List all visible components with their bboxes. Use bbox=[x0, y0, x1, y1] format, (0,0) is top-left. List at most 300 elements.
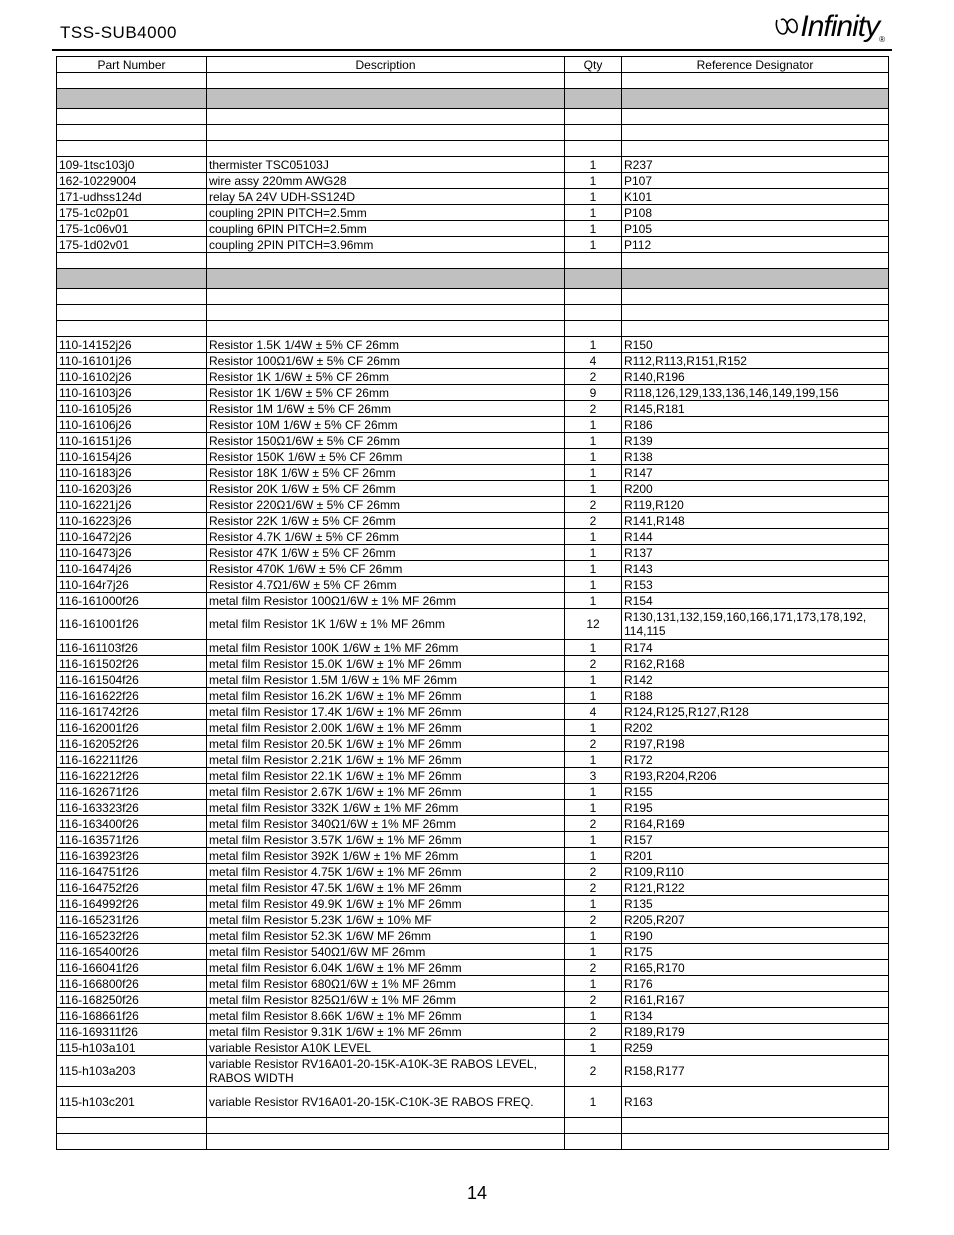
table-row bbox=[57, 353, 889, 369]
reference-designator-cell: R174 bbox=[622, 640, 889, 656]
table-row bbox=[57, 305, 889, 321]
table-row bbox=[57, 736, 889, 752]
table-row bbox=[57, 704, 889, 720]
part-number-cell: 110-16105j26 bbox=[57, 401, 207, 417]
table-row bbox=[57, 109, 889, 125]
reference-designator-cell: R154 bbox=[622, 593, 889, 609]
description-cell: metal film Resistor 100Ω1/6W ± 1% MF 26mm bbox=[207, 593, 565, 609]
table-row bbox=[57, 205, 889, 221]
table-row bbox=[57, 73, 889, 89]
qty-cell: 9 bbox=[565, 385, 622, 401]
description-cell: metal film Resistor 332K 1/6W ± 1% MF 26mm bbox=[207, 800, 565, 816]
part-number-cell: 116-162212f26 bbox=[57, 768, 207, 784]
table-row bbox=[57, 784, 889, 800]
description-cell: metal film Resistor 52.3K 1/6W MF 26mm bbox=[207, 928, 565, 944]
page-header bbox=[56, 10, 892, 50]
qty-cell: 1 bbox=[565, 577, 622, 593]
part-number-cell: 116-162211f26 bbox=[57, 752, 207, 768]
part-number-cell: 116-165400f26 bbox=[57, 944, 207, 960]
reference-designator-cell: R153 bbox=[622, 577, 889, 593]
description-cell: Resistor 20K 1/6W ± 5% CF 26mm bbox=[207, 481, 565, 497]
table-row bbox=[57, 481, 889, 497]
qty-cell: 1 bbox=[565, 205, 622, 221]
reference-designator-cell: R118,126,129,133,136,146,149,199,156 bbox=[622, 385, 889, 401]
header-rule bbox=[52, 49, 892, 51]
description-cell bbox=[207, 109, 565, 125]
reference-designator-cell bbox=[622, 89, 889, 109]
reference-designator-cell: R164,R169 bbox=[622, 816, 889, 832]
description-cell bbox=[207, 1118, 565, 1134]
table-row bbox=[57, 497, 889, 513]
part-number-cell bbox=[57, 89, 207, 109]
table-row bbox=[57, 385, 889, 401]
description-cell: Resistor 150K 1/6W ± 5% CF 26mm bbox=[207, 449, 565, 465]
part-number-cell: 116-166041f26 bbox=[57, 960, 207, 976]
qty-cell: 1 bbox=[565, 221, 622, 237]
table-row bbox=[57, 1118, 889, 1134]
reference-designator-cell: R141,R148 bbox=[622, 513, 889, 529]
table-row bbox=[57, 157, 889, 173]
description-cell bbox=[207, 73, 565, 89]
qty-cell: 1 bbox=[565, 784, 622, 800]
qty-cell bbox=[565, 1118, 622, 1134]
reference-designator-cell bbox=[622, 269, 889, 289]
qty-cell: 1 bbox=[565, 752, 622, 768]
description-cell: coupling 6PIN PITCH=2.5mm bbox=[207, 221, 565, 237]
description-cell: Resistor 1.5K 1/4W ± 5% CF 26mm bbox=[207, 337, 565, 353]
table-row bbox=[57, 545, 889, 561]
reference-designator-cell: R134 bbox=[622, 1008, 889, 1024]
part-number-cell: 116-163323f26 bbox=[57, 800, 207, 816]
description-cell: Resistor 18K 1/6W ± 5% CF 26mm bbox=[207, 465, 565, 481]
reference-designator-cell bbox=[622, 305, 889, 321]
reference-designator-cell: R163 bbox=[622, 1087, 889, 1118]
qty-cell: 1 bbox=[565, 237, 622, 253]
part-number-cell: 116-162001f26 bbox=[57, 720, 207, 736]
description-cell: Resistor 150Ω1/6W ± 5% CF 26mm bbox=[207, 433, 565, 449]
reference-designator-cell: R165,R170 bbox=[622, 960, 889, 976]
part-number-cell: 116-166800f26 bbox=[57, 976, 207, 992]
table-row bbox=[57, 141, 889, 157]
qty-cell: 1 bbox=[565, 529, 622, 545]
reference-designator-cell: P108 bbox=[622, 205, 889, 221]
reference-designator-cell bbox=[622, 289, 889, 305]
table-row bbox=[57, 529, 889, 545]
reference-designator-cell: R188 bbox=[622, 688, 889, 704]
description-cell: metal film Resistor 1.5M 1/6W ± 1% MF 26mm bbox=[207, 672, 565, 688]
section-divider-row bbox=[57, 269, 889, 289]
description-cell: variable Resistor A10K LEVEL bbox=[207, 1040, 565, 1056]
description-cell: Resistor 4.7Ω1/6W ± 5% CF 26mm bbox=[207, 577, 565, 593]
part-number-cell: 110-16183j26 bbox=[57, 465, 207, 481]
part-number-cell: 116-163400f26 bbox=[57, 816, 207, 832]
part-number-cell: 110-16474j26 bbox=[57, 561, 207, 577]
part-number-cell: 116-164752f26 bbox=[57, 880, 207, 896]
table-row bbox=[57, 800, 889, 816]
qty-cell: 2 bbox=[565, 880, 622, 896]
reference-designator-cell bbox=[622, 1118, 889, 1134]
table-row bbox=[57, 880, 889, 896]
description-cell bbox=[207, 305, 565, 321]
part-number-cell: 110-16102j26 bbox=[57, 369, 207, 385]
part-number-cell: 175-1d02v01 bbox=[57, 237, 207, 253]
qty-cell bbox=[565, 253, 622, 269]
part-number-cell: 116-161742f26 bbox=[57, 704, 207, 720]
table-row bbox=[57, 289, 889, 305]
description-cell: metal film Resistor 20.5K 1/6W ± 1% MF 26mm bbox=[207, 736, 565, 752]
part-number-cell: 116-162052f26 bbox=[57, 736, 207, 752]
part-number-cell: 110-16151j26 bbox=[57, 433, 207, 449]
part-number-cell: 175-1c02p01 bbox=[57, 205, 207, 221]
brand-name: Infinity bbox=[800, 10, 880, 43]
description-cell: metal film Resistor 825Ω1/6W ± 1% MF 26mm bbox=[207, 992, 565, 1008]
part-number-cell: 116-163923f26 bbox=[57, 848, 207, 864]
qty-cell: 2 bbox=[565, 656, 622, 672]
part-number-cell: 162-10229004 bbox=[57, 173, 207, 189]
table-row bbox=[57, 864, 889, 880]
qty-cell: 1 bbox=[565, 672, 622, 688]
reference-designator-cell: R143 bbox=[622, 561, 889, 577]
table-header-row bbox=[57, 57, 889, 73]
table-row bbox=[57, 449, 889, 465]
description-cell: metal film Resistor 3.57K 1/6W ± 1% MF 26mm bbox=[207, 832, 565, 848]
description-cell: Resistor 1M 1/6W ± 5% CF 26mm bbox=[207, 401, 565, 417]
qty-cell: 1 bbox=[565, 832, 622, 848]
reference-designator-cell: R259 bbox=[622, 1040, 889, 1056]
table-row bbox=[57, 221, 889, 237]
description-cell: wire assy 220mm AWG28 bbox=[207, 173, 565, 189]
reference-designator-cell bbox=[622, 321, 889, 337]
reference-designator-cell: R162,R168 bbox=[622, 656, 889, 672]
table-row bbox=[57, 237, 889, 253]
reference-designator-cell: R186 bbox=[622, 417, 889, 433]
model-title: TSS-SUB4000 bbox=[60, 23, 177, 42]
description-cell: variable Resistor RV16A01-20-15K-C10K-3E RABOS FREQ. bbox=[207, 1087, 565, 1118]
description-cell: metal film Resistor 340Ω1/6W ± 1% MF 26mm bbox=[207, 816, 565, 832]
qty-cell bbox=[565, 73, 622, 89]
table-row bbox=[57, 960, 889, 976]
table-row bbox=[57, 337, 889, 353]
description-cell: metal film Resistor 8.66K 1/6W ± 1% MF 26mm bbox=[207, 1008, 565, 1024]
reference-designator-cell: R175 bbox=[622, 944, 889, 960]
description-cell: metal film Resistor 2.67K 1/6W ± 1% MF 26mm bbox=[207, 784, 565, 800]
reference-designator-cell: P107 bbox=[622, 173, 889, 189]
description-cell bbox=[207, 125, 565, 141]
part-number-cell bbox=[57, 109, 207, 125]
reference-designator-cell: R205,R207 bbox=[622, 912, 889, 928]
table-row bbox=[57, 609, 889, 640]
part-number-cell bbox=[57, 1134, 207, 1150]
description-cell: metal film Resistor 392K 1/6W ± 1% MF 26mm bbox=[207, 848, 565, 864]
part-number-cell: 115-h103a203 bbox=[57, 1056, 207, 1087]
part-number-cell: 175-1c06v01 bbox=[57, 221, 207, 237]
table-row bbox=[57, 369, 889, 385]
part-number-cell bbox=[57, 141, 207, 157]
page-number: 14 bbox=[466, 1183, 488, 1203]
part-number-cell: 110-16472j26 bbox=[57, 529, 207, 545]
description-cell: metal film Resistor 47.5K 1/6W ± 1% MF 26mm bbox=[207, 880, 565, 896]
table-row bbox=[57, 720, 889, 736]
table-row bbox=[57, 688, 889, 704]
description-cell: Resistor 220Ω1/6W ± 5% CF 26mm bbox=[207, 497, 565, 513]
reference-designator-cell: R124,R125,R127,R128 bbox=[622, 704, 889, 720]
qty-cell: 2 bbox=[565, 497, 622, 513]
qty-cell: 2 bbox=[565, 1056, 622, 1087]
reference-designator-cell: R147 bbox=[622, 465, 889, 481]
reference-designator-cell: R237 bbox=[622, 157, 889, 173]
table-row bbox=[57, 253, 889, 269]
table-row bbox=[57, 768, 889, 784]
qty-cell: 4 bbox=[565, 704, 622, 720]
qty-cell: 2 bbox=[565, 816, 622, 832]
description-cell: coupling 2PIN PITCH=2.5mm bbox=[207, 205, 565, 221]
part-number-cell: 116-168250f26 bbox=[57, 992, 207, 1008]
col-description: Description bbox=[207, 57, 565, 73]
qty-cell: 1 bbox=[565, 561, 622, 577]
description-cell: Resistor 470K 1/6W ± 5% CF 26mm bbox=[207, 561, 565, 577]
qty-cell: 1 bbox=[565, 640, 622, 656]
description-cell: variable Resistor RV16A01-20-15K-A10K-3E RABOS LEVEL, RABOS WIDTH bbox=[207, 1056, 565, 1087]
qty-cell: 1 bbox=[565, 157, 622, 173]
part-number-cell bbox=[57, 321, 207, 337]
reference-designator-cell: R130,131,132,159,160,166,171,173,178,192, 114,115 bbox=[622, 609, 889, 640]
table-row bbox=[57, 1040, 889, 1056]
description-cell: coupling 2PIN PITCH=3.96mm bbox=[207, 237, 565, 253]
col-reference-designator: Reference Designator bbox=[622, 57, 889, 73]
reference-designator-cell: P105 bbox=[622, 221, 889, 237]
description-cell: Resistor 1K 1/6W ± 5% CF 26mm bbox=[207, 369, 565, 385]
qty-cell: 1 bbox=[565, 593, 622, 609]
description-cell: relay 5A 24V UDH-SS124D bbox=[207, 189, 565, 205]
qty-cell: 1 bbox=[565, 800, 622, 816]
reference-designator-cell: P112 bbox=[622, 237, 889, 253]
description-cell bbox=[207, 89, 565, 109]
qty-cell bbox=[565, 109, 622, 125]
part-number-cell: 110-16154j26 bbox=[57, 449, 207, 465]
reference-designator-cell: R150 bbox=[622, 337, 889, 353]
table-row bbox=[57, 321, 889, 337]
qty-cell: 2 bbox=[565, 513, 622, 529]
part-number-cell: 116-169311f26 bbox=[57, 1024, 207, 1040]
description-cell: metal film Resistor 22.1K 1/6W ± 1% MF 26mm bbox=[207, 768, 565, 784]
qty-cell: 1 bbox=[565, 465, 622, 481]
qty-cell bbox=[565, 321, 622, 337]
parts-table bbox=[56, 56, 889, 1150]
table-row bbox=[57, 848, 889, 864]
qty-cell: 1 bbox=[565, 417, 622, 433]
table-row bbox=[57, 816, 889, 832]
reference-designator-cell bbox=[622, 141, 889, 157]
infinity-logo-icon bbox=[774, 14, 800, 38]
part-number-cell bbox=[57, 269, 207, 289]
qty-cell: 2 bbox=[565, 992, 622, 1008]
qty-cell bbox=[565, 305, 622, 321]
qty-cell: 1 bbox=[565, 1008, 622, 1024]
reference-designator-cell: R193,R204,R206 bbox=[622, 768, 889, 784]
part-number-cell: 109-1tsc103j0 bbox=[57, 157, 207, 173]
description-cell: metal film Resistor 9.31K 1/6W ± 1% MF 26mm bbox=[207, 1024, 565, 1040]
part-number-cell: 116-161001f26 bbox=[57, 609, 207, 640]
table-row bbox=[57, 401, 889, 417]
part-number-cell: 116-161502f26 bbox=[57, 656, 207, 672]
table-row bbox=[57, 189, 889, 205]
description-cell: metal film Resistor 2.21K 1/6W ± 1% MF 26mm bbox=[207, 752, 565, 768]
table-row bbox=[57, 1087, 889, 1118]
description-cell: metal film Resistor 49.9K 1/6W ± 1% MF 26mm bbox=[207, 896, 565, 912]
part-number-cell: 110-16101j26 bbox=[57, 353, 207, 369]
table-row bbox=[57, 417, 889, 433]
reference-designator-cell: R112,R113,R151,R152 bbox=[622, 353, 889, 369]
description-cell bbox=[207, 1134, 565, 1150]
reference-designator-cell bbox=[622, 1134, 889, 1150]
brand-logo bbox=[774, 10, 884, 44]
table-row bbox=[57, 577, 889, 593]
description-cell: metal film Resistor 15.0K 1/6W ± 1% MF 26mm bbox=[207, 656, 565, 672]
reference-designator-cell: R144 bbox=[622, 529, 889, 545]
description-cell: Resistor 10M 1/6W ± 5% CF 26mm bbox=[207, 417, 565, 433]
reference-designator-cell: R135 bbox=[622, 896, 889, 912]
qty-cell: 1 bbox=[565, 1040, 622, 1056]
table-row bbox=[57, 1134, 889, 1150]
reference-designator-cell bbox=[622, 253, 889, 269]
description-cell: Resistor 1K 1/6W ± 5% CF 26mm bbox=[207, 385, 565, 401]
part-number-cell bbox=[57, 305, 207, 321]
part-number-cell: 110-16103j26 bbox=[57, 385, 207, 401]
table-row bbox=[57, 672, 889, 688]
reference-designator-cell: R197,R198 bbox=[622, 736, 889, 752]
table-body bbox=[57, 73, 889, 1150]
reference-designator-cell: K101 bbox=[622, 189, 889, 205]
description-cell: Resistor 4.7K 1/6W ± 5% CF 26mm bbox=[207, 529, 565, 545]
section-divider-row bbox=[57, 89, 889, 109]
part-number-cell: 116-165231f26 bbox=[57, 912, 207, 928]
reference-designator-cell: R201 bbox=[622, 848, 889, 864]
qty-cell: 2 bbox=[565, 401, 622, 417]
part-number-cell bbox=[57, 289, 207, 305]
qty-cell: 4 bbox=[565, 353, 622, 369]
table-row bbox=[57, 561, 889, 577]
qty-cell: 1 bbox=[565, 928, 622, 944]
table-row bbox=[57, 928, 889, 944]
qty-cell: 1 bbox=[565, 976, 622, 992]
part-number-cell: 116-164992f26 bbox=[57, 896, 207, 912]
reference-designator-cell: R142 bbox=[622, 672, 889, 688]
qty-cell: 2 bbox=[565, 960, 622, 976]
trademark-mark: ® bbox=[879, 35, 884, 44]
description-cell bbox=[207, 253, 565, 269]
table-row bbox=[57, 944, 889, 960]
qty-cell: 2 bbox=[565, 912, 622, 928]
reference-designator-cell: R158,R177 bbox=[622, 1056, 889, 1087]
qty-cell: 2 bbox=[565, 864, 622, 880]
reference-designator-cell: R139 bbox=[622, 433, 889, 449]
reference-designator-cell: R119,R120 bbox=[622, 497, 889, 513]
table-row bbox=[57, 1024, 889, 1040]
table-row bbox=[57, 433, 889, 449]
description-cell: metal film Resistor 540Ω1/6W MF 26mm bbox=[207, 944, 565, 960]
part-number-cell: 110-16221j26 bbox=[57, 497, 207, 513]
reference-designator-cell: R200 bbox=[622, 481, 889, 497]
qty-cell: 1 bbox=[565, 896, 622, 912]
description-cell: metal film Resistor 2.00K 1/6W ± 1% MF 26mm bbox=[207, 720, 565, 736]
reference-designator-cell: R195 bbox=[622, 800, 889, 816]
reference-designator-cell: R137 bbox=[622, 545, 889, 561]
table-row bbox=[57, 896, 889, 912]
reference-designator-cell: R155 bbox=[622, 784, 889, 800]
qty-cell: 1 bbox=[565, 720, 622, 736]
table-row bbox=[57, 1056, 889, 1087]
qty-cell: 1 bbox=[565, 433, 622, 449]
part-number-cell bbox=[57, 1118, 207, 1134]
part-number-cell: 116-161103f26 bbox=[57, 640, 207, 656]
reference-designator-cell: R176 bbox=[622, 976, 889, 992]
reference-designator-cell: R189,R179 bbox=[622, 1024, 889, 1040]
part-number-cell: 110-16106j26 bbox=[57, 417, 207, 433]
part-number-cell: 115-h103a101 bbox=[57, 1040, 207, 1056]
part-number-cell: 110-16473j26 bbox=[57, 545, 207, 561]
description-cell bbox=[207, 321, 565, 337]
part-number-cell: 110-14152j26 bbox=[57, 337, 207, 353]
reference-designator-cell: R121,R122 bbox=[622, 880, 889, 896]
qty-cell bbox=[565, 269, 622, 289]
qty-cell: 1 bbox=[565, 944, 622, 960]
part-number-cell bbox=[57, 253, 207, 269]
qty-cell bbox=[565, 141, 622, 157]
description-cell: metal film Resistor 1K 1/6W ± 1% MF 26mm bbox=[207, 609, 565, 640]
reference-designator-cell: R190 bbox=[622, 928, 889, 944]
description-cell bbox=[207, 141, 565, 157]
part-number-cell: 116-165232f26 bbox=[57, 928, 207, 944]
table-row bbox=[57, 992, 889, 1008]
part-number-cell bbox=[57, 125, 207, 141]
qty-cell bbox=[565, 89, 622, 109]
description-cell: metal film Resistor 5.23K 1/6W ± 10% MF bbox=[207, 912, 565, 928]
reference-designator-cell: R109,R110 bbox=[622, 864, 889, 880]
qty-cell: 2 bbox=[565, 1024, 622, 1040]
reference-designator-cell: R145,R181 bbox=[622, 401, 889, 417]
description-cell: thermister TSC05103J bbox=[207, 157, 565, 173]
part-number-cell: 110-16203j26 bbox=[57, 481, 207, 497]
reference-designator-cell: R140,R196 bbox=[622, 369, 889, 385]
col-qty: Qty bbox=[565, 57, 622, 73]
reference-designator-cell bbox=[622, 125, 889, 141]
part-number-cell: 116-162671f26 bbox=[57, 784, 207, 800]
col-part-number: Part Number bbox=[57, 57, 207, 73]
qty-cell: 2 bbox=[565, 736, 622, 752]
table-row bbox=[57, 912, 889, 928]
description-cell: metal film Resistor 4.75K 1/6W ± 1% MF 26mm bbox=[207, 864, 565, 880]
table-row bbox=[57, 125, 889, 141]
table-row bbox=[57, 640, 889, 656]
description-cell: metal film Resistor 6.04K 1/6W ± 1% MF 26mm bbox=[207, 960, 565, 976]
part-number-cell: 116-168661f26 bbox=[57, 1008, 207, 1024]
part-number-cell: 110-164r7j26 bbox=[57, 577, 207, 593]
description-cell bbox=[207, 289, 565, 305]
qty-cell bbox=[565, 125, 622, 141]
qty-cell: 3 bbox=[565, 768, 622, 784]
qty-cell bbox=[565, 1134, 622, 1150]
part-number-cell: 116-161504f26 bbox=[57, 672, 207, 688]
qty-cell: 1 bbox=[565, 545, 622, 561]
part-number-cell bbox=[57, 73, 207, 89]
qty-cell: 12 bbox=[565, 609, 622, 640]
qty-cell bbox=[565, 289, 622, 305]
part-number-cell: 116-163571f26 bbox=[57, 832, 207, 848]
reference-designator-cell: R138 bbox=[622, 449, 889, 465]
qty-cell: 1 bbox=[565, 481, 622, 497]
table-row bbox=[57, 513, 889, 529]
part-number-cell: 171-udhss124d bbox=[57, 189, 207, 205]
